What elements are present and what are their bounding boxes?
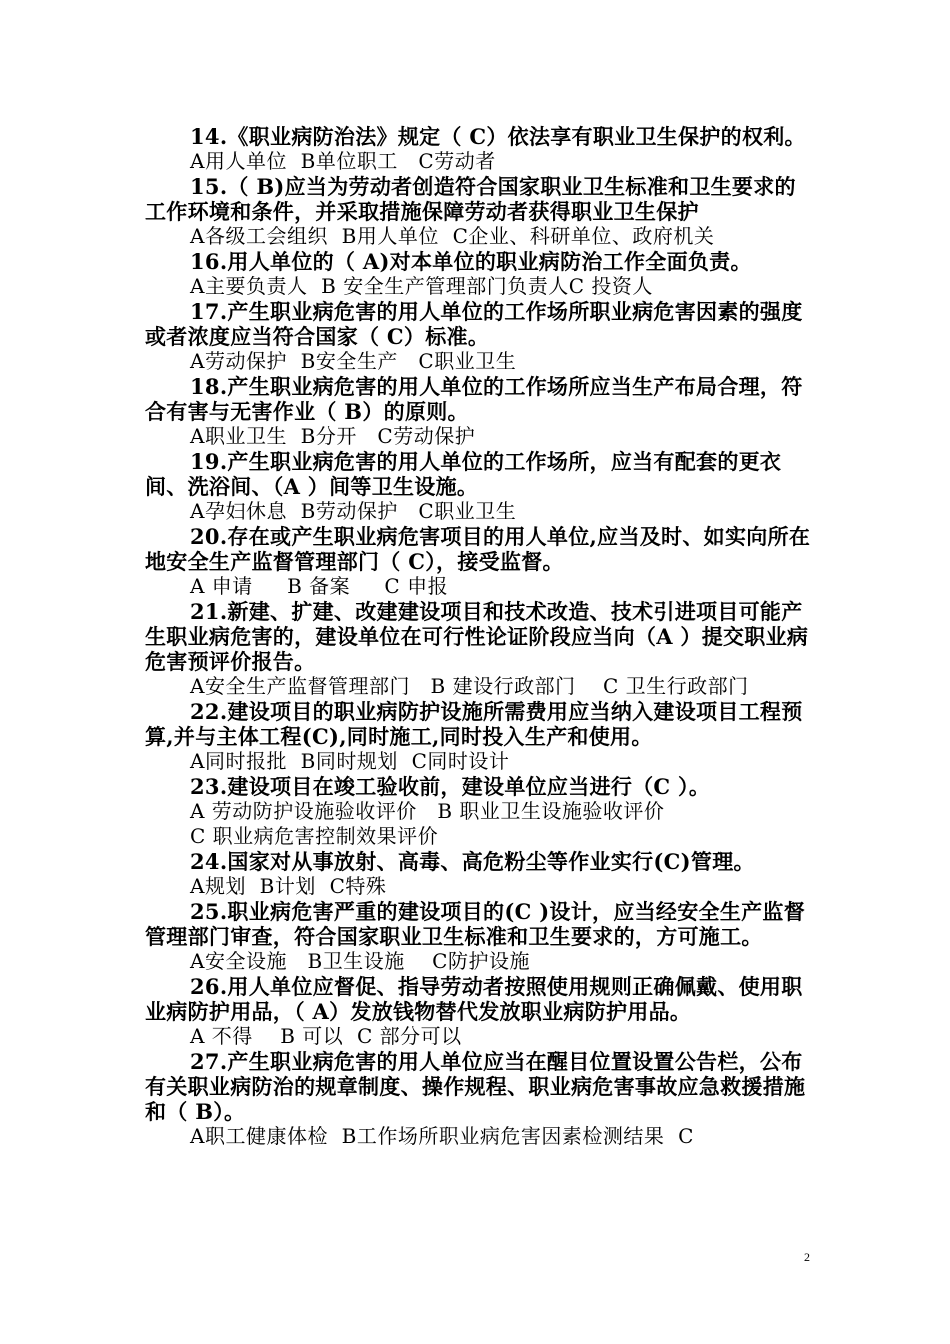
question-item	[145, 174, 815, 249]
answer-options: A各级工会组织 B用人单位 C企业、科研单位、政府机关	[190, 224, 715, 248]
question-text: 26.用人单位应督促、指导劳动者按照使用规则正确佩戴、使用职业病防护用品，（ A）发放钱物替代发放职业病防护用品。	[145, 974, 803, 1024]
answer-options: A安全生产监督管理部门 B 建设行政部门 C 卫生行政部门	[190, 674, 749, 698]
question-item	[145, 449, 815, 524]
question-text: 20.存在或产生职业病危害项目的用人单位,应当及时、如实向所在地安全生产监督管理部门（ C），接受监督。	[145, 524, 811, 574]
question-text: 25.职业病危害严重的建设项目的(C )设计，应当经安全生产监督管理部门审查，符合国家职业卫生标准和卫生要求的，方可施工。	[145, 899, 806, 949]
question-text: 14.《职业病防治法》规定（ C）依法享有职业卫生保护的权利。	[190, 124, 806, 149]
question-item	[145, 374, 815, 449]
question-item	[145, 699, 815, 774]
answer-options: A安全设施 B卫生设施 C防护设施	[190, 949, 530, 973]
answer-options: A主要负责人 B 安全生产管理部门负责人C 投资人	[190, 274, 653, 298]
question-item	[145, 899, 815, 974]
question-text: 16.用人单位的（ A)对本单位的职业病防治工作全面负责。	[190, 249, 752, 274]
question-text: 24.国家对从事放射、高毒、高危粉尘等作业实行(C)管理。	[190, 849, 755, 874]
answer-options: A孕妇休息 B劳动保护 C职业卫生	[190, 499, 517, 523]
answer-options: A用人单位 B单位职工 C劳动者	[190, 149, 496, 173]
answer-options: A劳动保护 B安全生产 C职业卫生	[190, 349, 517, 373]
question-text: 18.产生职业病危害的用人单位的工作场所应当生产布局合理，符合有害与无害作业（ B）的原则。	[145, 374, 803, 424]
answer-options: A职业卫生 B分开 C劳动保护	[190, 424, 476, 448]
question-text: 27.产生职业病危害的用人单位应当在醒目位置设置公告栏，公布有关职业病防治的规章制度、操作规程、职业病危害事故应急救援措施和（ B）。	[145, 1049, 806, 1124]
question-item	[145, 299, 815, 374]
question-item	[145, 849, 815, 899]
question-item	[145, 124, 815, 174]
answer-options: A 不得 B 可以 C 部分可以	[190, 1024, 462, 1048]
answer-options: A 劳动防护设施验收评价 B 职业卫生设施验收评价	[190, 799, 665, 823]
answer-options: C 职业病危害控制效果评价	[190, 824, 439, 848]
question-list	[145, 124, 815, 1149]
question-item	[145, 599, 815, 699]
question-item	[145, 974, 815, 1049]
question-text: 23.建设项目在竣工验收前，建设单位应当进行（C ）。	[190, 774, 711, 799]
question-item	[145, 524, 815, 599]
question-item	[145, 774, 815, 849]
question-text: 17.产生职业病危害的用人单位的工作场所职业病危害因素的强度或者浓度应当符合国家（ C）标准。	[145, 299, 803, 349]
page-number: 2	[804, 1250, 810, 1264]
question-text: 21.新建、扩建、改建建设项目和技术改造、技术引进项目可能产生职业病危害的，建设单位在可行性论证阶段应当向（A ）提交职业病危害预评价报告。	[145, 599, 809, 674]
answer-options: A职工健康体检 B工作场所职业病危害因素检测结果 C	[190, 1124, 694, 1148]
answer-options: A同时报批 B同时规划 C同时设计	[190, 749, 510, 773]
answer-options: A规划 B计划 C特殊	[190, 874, 387, 898]
question-item	[145, 249, 815, 299]
question-text: 19.产生职业病危害的用人单位的工作场所，应当有配套的更衣间、洗浴间、（A ）间等卫生设施。	[145, 449, 782, 499]
answer-options: A 申请 B 备案 C 申报	[190, 574, 449, 598]
question-item	[145, 1049, 815, 1149]
question-text: 22.建设项目的职业病防护设施所需费用应当纳入建设项目工程预算,并与主体工程(C),同时施工,同时投入生产和使用。	[145, 699, 803, 749]
question-text: 15.（ B)应当为劳动者创造符合国家职业卫生标准和卫生要求的工作环境和条件，并采取措施保障劳动者获得职业卫生保护	[145, 174, 796, 224]
